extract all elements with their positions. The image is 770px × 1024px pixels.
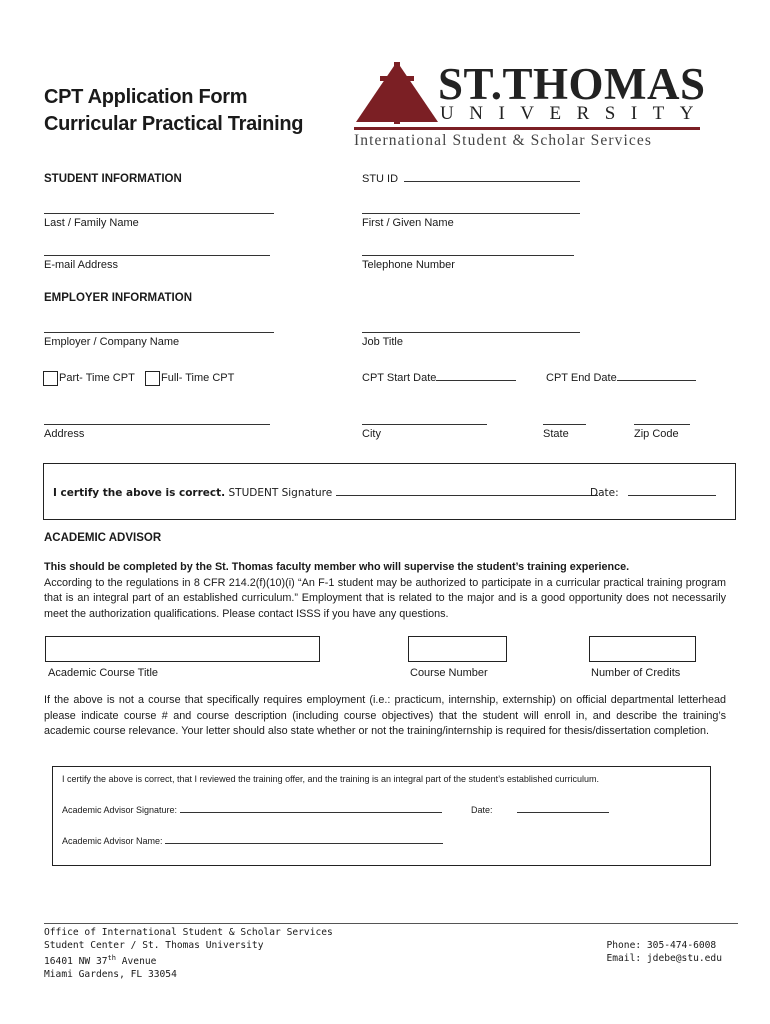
advisor-name-line[interactable] xyxy=(165,843,443,844)
advisor-intro-text: According to the regulations in 8 CFR 214.2(f)(10)(i) “An F-1 student may be authorized to participate in a curricular practical training program that is an integral part of an established curriculum.” Employment that is related to the major and is a good opportunity does not necessarily meet the authorization qualifications. Please contact ISSS if you have any questions. xyxy=(44,576,726,620)
footer-line1: Office of International Student & Scholar Services xyxy=(44,927,333,938)
form-title-line1: CPT Application Form xyxy=(44,86,248,108)
advisor-name-field[interactable] xyxy=(62,836,443,846)
logo-university: UNIVERSITY xyxy=(440,103,709,124)
form-title xyxy=(44,84,303,138)
zip-label: Zip Code xyxy=(634,428,679,440)
start-date-label: CPT Start Date xyxy=(362,372,437,384)
phone-label: Telephone Number xyxy=(362,259,455,271)
phone-line[interactable] xyxy=(362,255,574,256)
course-title-label: Academic Course Title xyxy=(48,667,159,679)
advisor-certify-text: I certify the above is correct, that I reviewed the training offer, and the training is an integral part of the student’s established curriculum. xyxy=(62,774,599,784)
student-date-field[interactable] xyxy=(590,487,716,499)
state-line[interactable] xyxy=(543,424,586,425)
course-number-label: Course Number xyxy=(410,667,488,679)
credits-label: Number of Credits xyxy=(591,667,681,679)
footer-rule xyxy=(44,923,738,924)
end-date-line[interactable] xyxy=(617,380,696,381)
logo-tagline: International Student & Scholar Services xyxy=(354,132,652,149)
state-label: State xyxy=(543,428,569,440)
advisor-date-field[interactable] xyxy=(471,805,609,815)
logo-rule xyxy=(354,127,700,130)
advisor-note: If the above is not a course that specifically requires employment (i.e.: practicum, internship, externship) on official departmental letterhead please indicate course # and course description (including course objectives) that the student will enroll in, and describe the training’s academic course relevance. Your letter should also state whether or not the training/internship is required for thesis/dissertation completion. xyxy=(44,694,726,737)
first-name-line[interactable] xyxy=(362,213,580,214)
part-time-checkbox[interactable] xyxy=(43,371,58,386)
advisor-intro-bold: This should be completed by the St. Thomas faculty member who will supervise the student’s training experience. xyxy=(44,561,630,573)
student-certify-row xyxy=(53,487,598,499)
advisor-signature-line[interactable] xyxy=(180,812,442,813)
student-certify-box xyxy=(43,463,736,520)
last-name-line[interactable] xyxy=(44,213,274,214)
course-number-input[interactable] xyxy=(408,636,507,662)
full-time-checkbox[interactable] xyxy=(145,371,160,386)
stu-id-line[interactable] xyxy=(404,181,580,182)
footer-line4: Miami Gardens, FL 33054 xyxy=(44,968,177,980)
stu-id-field[interactable] xyxy=(362,173,580,185)
advisor-signature-label: Academic Advisor Signature: xyxy=(62,805,178,815)
credits-input[interactable] xyxy=(589,636,696,662)
student-date-label: Date: xyxy=(590,487,619,499)
part-time-label: Part- Time CPT xyxy=(59,372,135,384)
company-label: Employer / Company Name xyxy=(44,336,180,348)
stu-id-label: STU ID xyxy=(362,173,399,185)
email-label: E-mail Address xyxy=(44,259,118,271)
address-line[interactable] xyxy=(44,424,270,425)
footer-line3: 16401 NW 37th Avenue xyxy=(44,954,157,968)
job-title-line[interactable] xyxy=(362,332,580,333)
logo-name: ST.THOMAS xyxy=(438,59,706,109)
zip-line[interactable] xyxy=(634,424,690,425)
last-name-label: Last / Family Name xyxy=(44,217,139,229)
advisor-date-label: Date: xyxy=(471,805,493,815)
advisor-signature-field[interactable] xyxy=(62,805,442,815)
advisor-date-line[interactable] xyxy=(517,812,609,813)
student-signature-line[interactable] xyxy=(336,495,598,496)
city-label: City xyxy=(362,428,381,440)
student-section-heading: STUDENT INFORMATION xyxy=(44,173,182,185)
course-title-input[interactable] xyxy=(45,636,320,662)
footer-contact xyxy=(606,940,722,965)
start-date-field[interactable] xyxy=(362,372,516,384)
email-line[interactable] xyxy=(44,255,270,256)
address-label: Address xyxy=(44,428,85,440)
certify-statement: I certify the above is correct. xyxy=(53,487,226,499)
employer-section-heading: EMPLOYER INFORMATION xyxy=(44,292,193,304)
footer-email: Email: jdebe@stu.edu xyxy=(606,952,722,964)
university-logo xyxy=(352,59,709,152)
full-time-label: Full- Time CPT xyxy=(161,372,235,384)
company-line[interactable] xyxy=(44,332,274,333)
advisor-intro xyxy=(44,560,726,622)
end-date-field[interactable] xyxy=(546,372,696,384)
advisor-name-label: Academic Advisor Name: xyxy=(62,836,163,846)
cross-logo-icon xyxy=(354,62,440,124)
advisor-section-heading: ACADEMIC ADVISOR xyxy=(44,532,162,544)
student-signature-label: STUDENT Signature xyxy=(228,487,333,499)
start-date-line[interactable] xyxy=(436,380,516,381)
student-date-line[interactable] xyxy=(628,495,716,496)
job-title-label: Job Title xyxy=(362,336,403,348)
footer-address xyxy=(44,927,333,981)
advisor-certify-box xyxy=(52,766,711,866)
footer-phone: Phone: 305-474-6008 xyxy=(606,940,717,951)
first-name-label: First / Given Name xyxy=(362,217,454,229)
footer-line2: Student Center / St. Thomas University xyxy=(44,939,264,951)
form-title-line2: Curricular Practical Training xyxy=(44,113,304,135)
city-line[interactable] xyxy=(362,424,487,425)
end-date-label: CPT End Date xyxy=(546,372,617,384)
